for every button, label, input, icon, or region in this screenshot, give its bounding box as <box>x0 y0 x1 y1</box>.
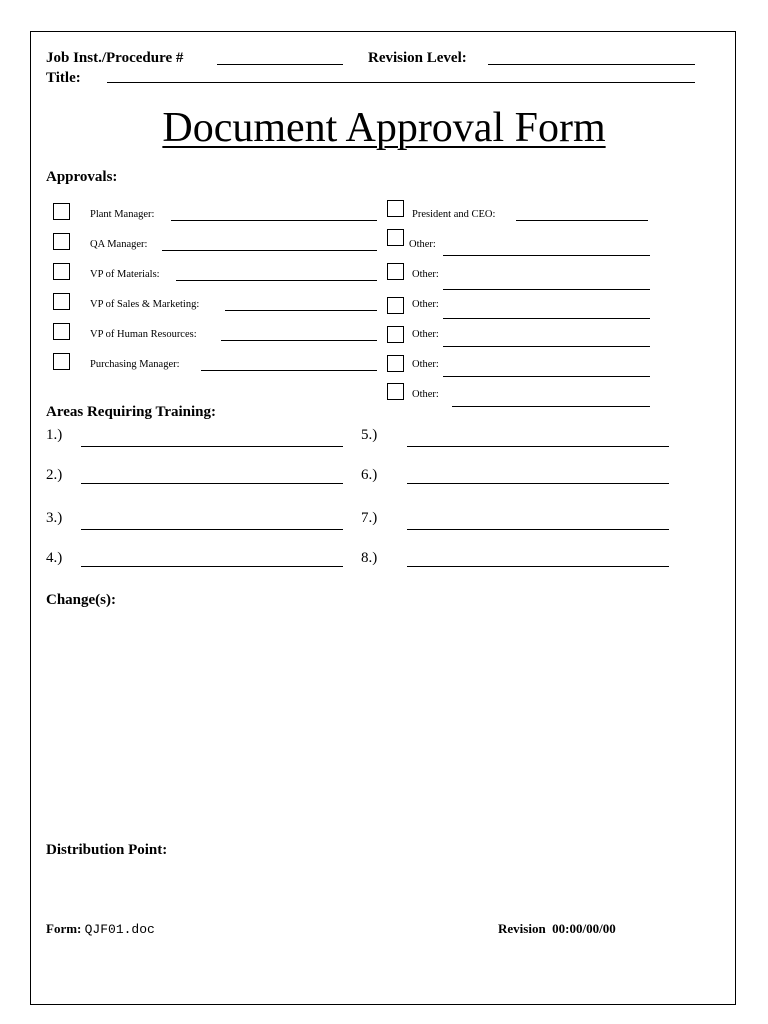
revision-level-label: Revision Level: <box>368 50 467 66</box>
approval-label-other: Other: <box>409 239 436 250</box>
page-title: Document Approval Form <box>162 105 606 151</box>
approval-signature-line[interactable] <box>171 220 377 221</box>
approval-signature-line[interactable] <box>443 376 650 377</box>
approval-checkbox-other-3[interactable] <box>387 297 404 314</box>
footer-revision-label: Revision <box>498 921 546 936</box>
changes-area[interactable] <box>46 615 706 830</box>
approval-signature-line[interactable] <box>443 289 650 290</box>
approval-checkbox-president-ceo[interactable] <box>387 200 404 217</box>
approval-label-other: Other: <box>412 299 439 310</box>
training-field[interactable] <box>407 483 669 484</box>
approval-label-president-ceo: President and CEO: <box>412 209 496 220</box>
approval-checkbox-other-5[interactable] <box>387 355 404 372</box>
revision-level-field[interactable] <box>488 64 695 65</box>
training-field[interactable] <box>81 529 343 530</box>
approval-signature-line[interactable] <box>201 370 377 371</box>
footer-revision-value: 00:00/00/00 <box>552 921 616 936</box>
training-item-number: 1.) <box>46 427 63 443</box>
approval-signature-line[interactable] <box>162 250 377 251</box>
approval-checkbox-vp-sales[interactable] <box>53 293 70 310</box>
approval-label-other: Other: <box>412 269 439 280</box>
approval-label-plant-manager: Plant Manager: <box>90 209 155 220</box>
training-item-number: 2.) <box>46 467 63 483</box>
approval-checkbox-other-4[interactable] <box>387 326 404 343</box>
approval-checkbox-other-1[interactable] <box>387 229 404 246</box>
footer-form-value: QJF01.doc <box>84 922 155 937</box>
approval-signature-line[interactable] <box>516 220 648 221</box>
footer-revision <box>498 921 616 937</box>
training-field[interactable] <box>407 529 669 530</box>
approval-checkbox-other-2[interactable] <box>387 263 404 280</box>
approval-checkbox-purchasing[interactable] <box>53 353 70 370</box>
approval-label-other: Other: <box>412 389 439 400</box>
approval-checkbox-other-6[interactable] <box>387 383 404 400</box>
title-field[interactable] <box>107 82 695 83</box>
approval-signature-line[interactable] <box>443 346 650 347</box>
approval-label-purchasing: Purchasing Manager: <box>90 359 180 370</box>
job-procedure-label: Job Inst./Procedure # <box>46 50 184 66</box>
training-item-number: 6.) <box>361 467 378 483</box>
approval-signature-line[interactable] <box>443 255 650 256</box>
approval-signature-line[interactable] <box>221 340 377 341</box>
changes-heading: Change(s): <box>46 592 116 608</box>
footer-form-label: Form: <box>46 921 82 936</box>
approvals-heading: Approvals: <box>46 169 118 185</box>
footer-form <box>46 921 155 937</box>
approval-label-other: Other: <box>412 329 439 340</box>
approval-label-qa-manager: QA Manager: <box>90 239 148 250</box>
training-field[interactable] <box>81 483 343 484</box>
approval-checkbox-qa-manager[interactable] <box>53 233 70 250</box>
approval-checkbox-vp-materials[interactable] <box>53 263 70 280</box>
distribution-heading: Distribution Point: <box>46 842 168 858</box>
approval-signature-line[interactable] <box>225 310 377 311</box>
training-item-number: 7.) <box>361 510 378 526</box>
job-procedure-field[interactable] <box>217 64 343 65</box>
training-field[interactable] <box>407 566 669 567</box>
training-item-number: 4.) <box>46 550 63 566</box>
approval-checkbox-vp-hr[interactable] <box>53 323 70 340</box>
training-item-number: 5.) <box>361 427 378 443</box>
training-item-number: 3.) <box>46 510 63 526</box>
training-item-number: 8.) <box>361 550 378 566</box>
approval-label-vp-sales: VP of Sales & Marketing: <box>90 299 200 310</box>
approval-label-vp-hr: VP of Human Resources: <box>90 329 197 340</box>
training-heading: Areas Requiring Training: <box>46 404 217 420</box>
approval-signature-line[interactable] <box>443 318 650 319</box>
approval-label-other: Other: <box>412 359 439 370</box>
training-field[interactable] <box>81 566 343 567</box>
training-field[interactable] <box>81 446 343 447</box>
title-label: Title: <box>46 70 81 86</box>
approval-checkbox-plant-manager[interactable] <box>53 203 70 220</box>
approval-signature-line[interactable] <box>176 280 377 281</box>
training-field[interactable] <box>407 446 669 447</box>
approval-signature-line[interactable] <box>452 406 650 407</box>
approval-label-vp-materials: VP of Materials: <box>90 269 160 280</box>
